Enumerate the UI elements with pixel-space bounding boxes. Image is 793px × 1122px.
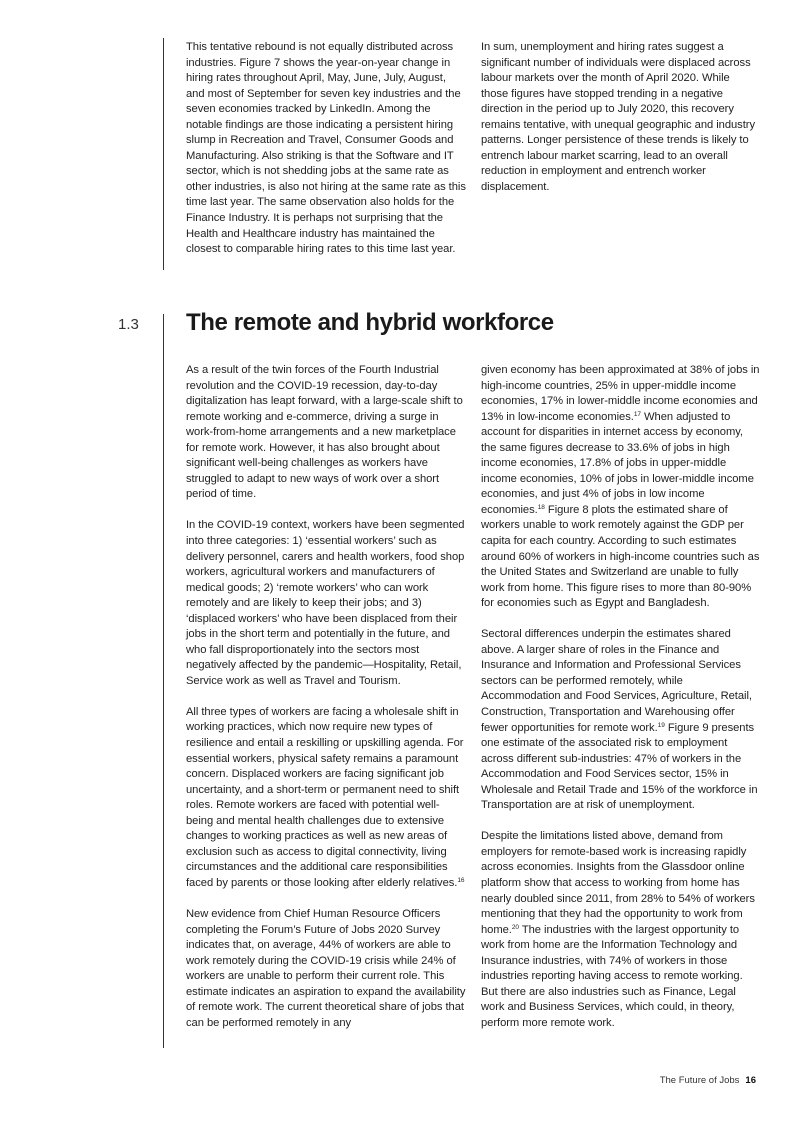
top-left-column	[186, 40, 466, 258]
page-footer	[660, 1075, 756, 1086]
footnote-ref[interactable]: 17	[633, 410, 641, 418]
footnote-ref[interactable]: 16	[457, 876, 465, 884]
paragraph-text: When adjusted to account for disparities in internet access by economy, the same figures decrease to 33.6% of jobs in high income economies, 17.8% of jobs in upper-middle income economies, 10% of jobs in lower-middle income economies, and just 4% of jobs in low income economies.	[481, 410, 754, 516]
paragraph: New evidence from Chief Human Resource Officers completing the Forum’s Future of Jobs 2020 Survey indicates that, on average, 44% of workers are able to work remotely during the COVID-19 crisis while 24% of workers are unable to perform their current role. This estimate indicates an aspiration to expand the availability of remote work. The current theoretical share of jobs that can be performed remotely in any	[186, 908, 466, 1029]
body-left-column	[186, 363, 466, 1031]
paragraph-text: Figure 9 presents one estimate of the associated risk to employment across different sub-industries: 47% of workers in the Accommodation and Food Services sector, 15% in Wholesale and Retail Trade and 15% of the workforce in Transportation are at risk of unemployment.	[481, 721, 758, 812]
paragraph: In the COVID-19 context, workers have been segmented into three categories: 1) ‘essential workers’ such as delivery personnel, carers and health workers, food shop workers, agricultural workers and manufacturers of medical goods; 2) ‘remote workers’ who can work remotely and are likely to keep their jobs; and 3) ‘displaced workers’ who have been displaced from their jobs in the short term and potentially in the future, and who fall disproportionately into the sectors most negatively affected by the pandemic—Hospitality, Retail, Service work as well as Travel and Tourism.	[186, 519, 465, 687]
paragraph-text: Sectoral differences underpin the estimates shared above. A larger share of roles in the Finance and Insurance and Information and Professional Services sectors can be performed remotely, while Accommodation and Food Services, Agriculture, Retail, Construction, Transportation and Warehousing offer fewer opportunities for remote work.	[481, 628, 752, 734]
margin-rule-bottom	[163, 314, 164, 1048]
paragraph	[481, 829, 760, 1031]
top-right-column	[481, 40, 759, 195]
body-right-column	[481, 363, 760, 1031]
paragraph	[186, 705, 466, 892]
paragraph	[481, 363, 760, 612]
paragraph-text: given economy has been approximated at 38% of jobs in high-income countries, 25% in upper-middle income economies, 17% in lower-middle income economies and 13% in low-income economies.	[481, 364, 760, 423]
paragraph-text: Despite the limitations listed above, demand from employers for remote-based work is increasing rapidly across economies. Insights from the Glassdoor online platform show that access to working from home has nearly doubled since 2011, from 28% to 54% of workers mentioning that they had the opportunity to work from home.	[481, 830, 755, 936]
section-title: The remote and hybrid workforce	[186, 309, 554, 336]
section-number: 1.3	[118, 316, 139, 333]
paragraph-text: All three types of workers are facing a wholesale shift in working practices, which now require new types of resilience and entail a reskilling or upskilling agenda. For essential workers, physical safety remains a paramount concern. Displaced workers are facing significant job uncertainty, and a short-term or permanent need to shift roles. Remote workers are faced with potential well-being and mental health challenges due to extensive changes to working practices as well as new areas of exclusion such as access to digital connectivity, living circumstances and the additional care responsibilities faced by parents or those looking after elderly relatives.	[186, 705, 464, 889]
paragraph: In sum, unemployment and hiring rates suggest a significant number of individuals were displaced across labour markets over the month of April 2020. While those figures have stopped trending in a negative direction in the period up to July 2020, this recovery remains tentative, with unequal geographic and industry patterns. Longer persistence of these trends is likely to entrench labour market scarring, lead to an overall reduction in employment and entrench worker displacement.	[481, 41, 755, 193]
paragraph-text: Figure 8 plots the estimated share of workers unable to work remotely against the GDP per capita for each country. According to such estimates around 60% of workers in high-income countries such as the United States and Switzerland are unable to fully work from home. This figure rises to more than 80-90% for economies such as Egypt and Bangladesh.	[481, 503, 760, 610]
page-number: 16	[745, 1075, 756, 1086]
footer-title: The Future of Jobs	[659, 1075, 740, 1086]
paragraph: As a result of the twin forces of the Fourth Industrial revolution and the COVID-19 recession, day-to-day digitalization has leapt forward, with a large-scale shift to remote working and e-commerce, driving a surge in work-from-home arrangements and a new marketplace for remote work. However, it has also brought about significant well-being challenges as workers have struggled to adapt to new ways of work over a short period of time.	[186, 364, 463, 501]
paragraph-text: The industries with the largest opportunity to work from home are the Information Technology and Insurance industries, with 74% of workers in those industries reporting having access to remote working. But there are also industries such as Finance, Legal work and Business Services, which could, in theory, perform more remote work.	[481, 923, 743, 1029]
margin-rule-top	[163, 38, 164, 270]
footnote-ref[interactable]: 18	[537, 503, 545, 511]
paragraph: This tentative rebound is not equally distributed across industries. Figure 7 shows the year-on-year change in hiring rates throughout April, May, June, July, August, and most of September for seven key industries and the seven economies tracked by LinkedIn. Among the notable findings are those indicating a persistent hiring slump in Recreation and Travel, Consumer Goods and Manufacturing. Also striking is that the Software and IT sector, which is not shedding jobs at the same rate as other industries, is also not hiring at the same rate as this time last year. The same observation also holds for the Finance Industry. It is perhaps not surprising that the Health and Healthcare industry has maintained the closest to comparable hiring rates to this time last year.	[186, 41, 466, 256]
paragraph	[481, 627, 760, 814]
footnote-ref[interactable]: 19	[657, 721, 665, 729]
footnote-ref[interactable]: 20	[511, 923, 519, 931]
